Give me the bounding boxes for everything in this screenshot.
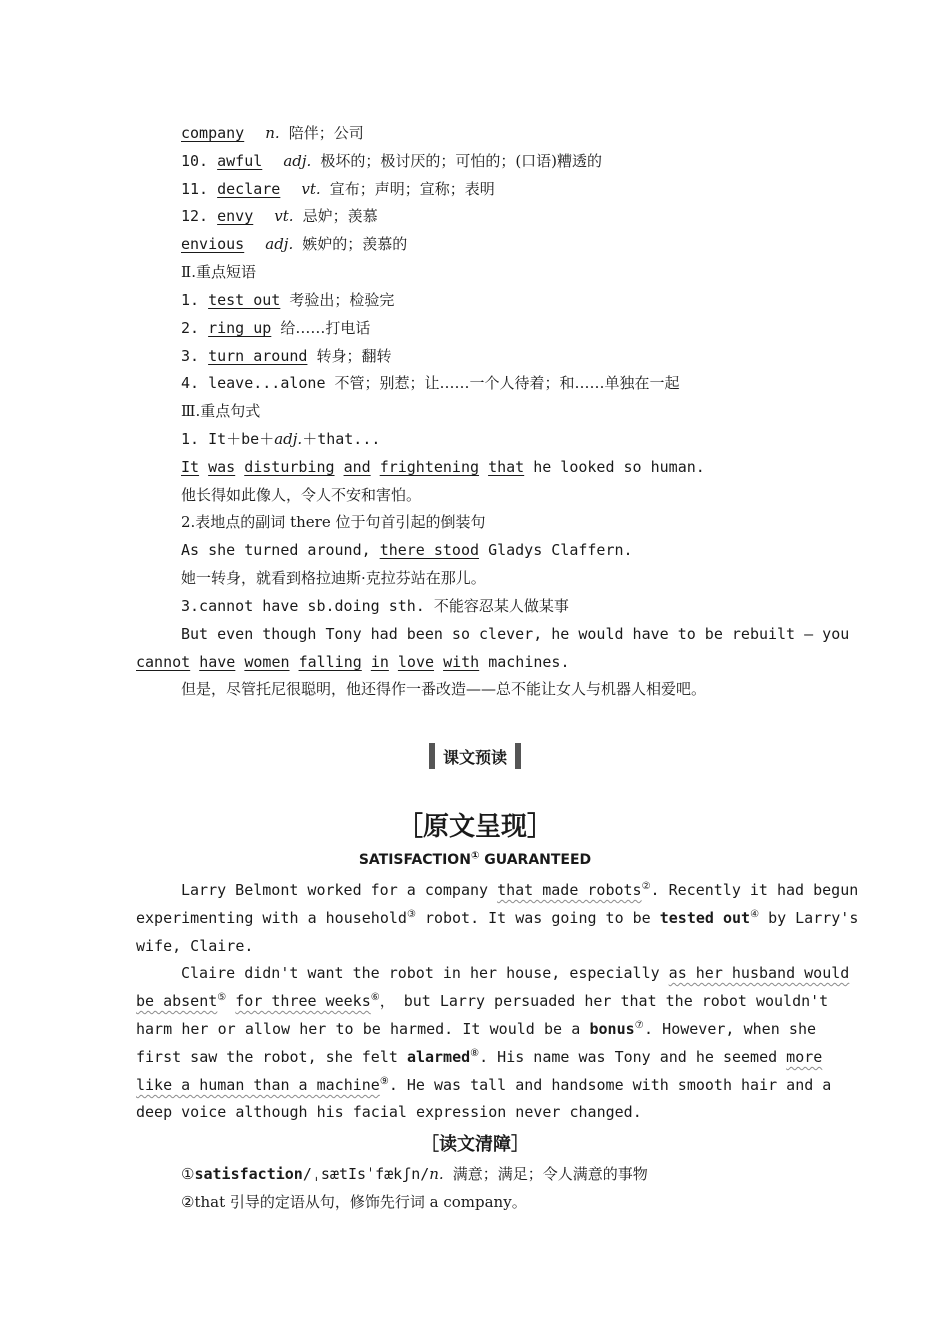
phrase-item (181, 373, 815, 393)
note-2: ②that 引导的定语从句，修饰先行词 a company。 (181, 1193, 527, 1211)
pattern-word: disturbing (244, 458, 335, 476)
vocab-word: envious (181, 235, 245, 253)
pattern-part: Gladys Claffern. (488, 541, 633, 559)
phrase-def: 转身；翻转 (316, 347, 392, 365)
pattern-word: with (443, 653, 480, 671)
phrase-num: 3. (181, 347, 200, 365)
phrase-num: 2. (181, 319, 200, 337)
phrase-item (181, 318, 815, 338)
story-para2-line5 (136, 1075, 832, 1095)
phrase-text: leave...alone (208, 374, 326, 392)
vocab-envious (181, 234, 815, 254)
story-para1-line3: wife, Claire. (136, 937, 254, 955)
pattern-word: frightening (379, 458, 480, 476)
vocab-def: 忌妒；羡慕 (302, 207, 378, 225)
pattern-word: love (397, 653, 435, 671)
note-1 (181, 1164, 815, 1184)
pattern-word: was (208, 458, 236, 476)
phrase-num: 1. (181, 291, 200, 309)
keyword: satisfaction (194, 1165, 303, 1183)
pattern-2-label: 2.表地点的副词 there 位于句首引起的倒装句 (181, 513, 486, 531)
vocab-pos: adj. (283, 152, 312, 170)
annotated-text: as her husband would (668, 964, 850, 982)
phonetic: /ˌsætIsˈfækʃn/ (302, 1165, 430, 1183)
vocab-def: 陪伴；公司 (288, 124, 364, 142)
story-para1-line2 (136, 908, 859, 928)
note-mark: ④ (750, 909, 760, 920)
pattern-part: there stood (379, 541, 480, 559)
vocab-awful (181, 151, 815, 171)
keyword: bonus (589, 1020, 635, 1038)
pattern-word: have (199, 653, 236, 671)
vocab-def: 嫉妒的；羡慕的 (302, 235, 408, 253)
pattern-1-label (181, 429, 815, 449)
pattern-part: As she turned around, (181, 541, 371, 559)
text: experimenting with a household (136, 909, 407, 927)
vocab-num: 10. (181, 152, 209, 170)
pattern-3-chinese: 但是，尽管托尼很聪明，他还得作一番改造——总不能让女人与机器人相爱吧。 (181, 680, 707, 698)
phrases-heading: Ⅱ.重点短语 (181, 263, 256, 281)
pattern-part: ＋that... (302, 430, 381, 448)
vocab-word: envy (217, 207, 254, 225)
text: Larry Belmont worked for a company (181, 881, 489, 899)
text: first saw the robot, she felt (136, 1048, 398, 1066)
phrase-item (181, 346, 815, 366)
phrase-item (181, 290, 815, 310)
banner-text: 课文预读 (442, 747, 507, 767)
vocab-declare (181, 179, 815, 199)
banner-bar-right (515, 743, 521, 769)
pattern-rest: he looked so human. (533, 458, 705, 476)
vocab-pos: vt. (274, 207, 294, 225)
note-mark: ② (641, 881, 651, 892)
text: . He was tall and handsome with smooth hair and a (388, 1076, 832, 1094)
pattern-word: women (244, 653, 290, 671)
annotated-text: be absent (136, 992, 218, 1010)
phrase-text: test out (208, 291, 281, 309)
text: ， but Larry persuaded her that the robot wouldn't (379, 992, 829, 1010)
story-para2-line1 (181, 963, 850, 983)
pattern-1-chinese: 他长得如此像人，令人不安和害怕。 (181, 486, 422, 504)
phrase-def: 考验出；检验完 (289, 291, 395, 309)
pattern-part: adj. (274, 430, 303, 448)
pattern-word: that (488, 458, 525, 476)
phrase-def: 给……打电话 (280, 319, 371, 337)
phrase-num: 4. (181, 374, 200, 392)
pattern-3-english-line1: But even though Tony had been so clever, he would have to be rebuilt — you (181, 625, 850, 643)
section-banner (0, 738, 950, 774)
banner-bar-left (429, 743, 435, 769)
pattern-part: It＋be＋ (208, 430, 275, 448)
keyword: tested out (659, 909, 751, 927)
section-heading: ［原文呈现］ (396, 812, 553, 842)
vocab-word: company (181, 124, 245, 142)
title-part: SATISFACTION (358, 852, 471, 868)
pattern-word: in (370, 653, 389, 671)
pattern-word: cannot (136, 653, 191, 671)
note-mark: ⑧ (470, 1048, 480, 1059)
text: Claire didn't want the robot in her house, especially (181, 964, 660, 982)
note-mark: ① (470, 850, 480, 862)
vocab-def: 极坏的；极讨厌的；可怕的；(口语)糟透的 (320, 152, 603, 170)
note-mark: ⑦ (634, 1020, 644, 1031)
text: robot. It was going to be (424, 909, 651, 927)
pattern-word: falling (298, 653, 362, 671)
vocab-word: awful (217, 152, 263, 170)
pattern-rest: machines. (488, 653, 570, 671)
title-part: GUARANTEED (484, 852, 592, 868)
pattern-word: It (181, 458, 200, 476)
note-mark: ① (181, 1165, 195, 1183)
text: . His name was Tony and he seemed (479, 1048, 778, 1066)
pattern-part: 不能容忍某人做某事 (433, 597, 569, 615)
pattern-3-label (181, 596, 815, 616)
pattern-num: 1. (181, 430, 200, 448)
story-title (0, 852, 950, 868)
story-para2-line3 (136, 1019, 816, 1039)
vocab-num: 12. (181, 207, 209, 225)
annotated-text: more (786, 1048, 823, 1066)
note-pos: n. (429, 1165, 444, 1183)
phrase-def: 不管；别惹；让……一个人待着；和……单独在一起 (334, 374, 680, 392)
vocab-word: declare (217, 180, 281, 198)
story-para1-line1 (181, 880, 859, 900)
annotated-text: like a human than a machine (136, 1076, 380, 1094)
annotated-text: for three weeks (235, 992, 371, 1010)
vocab-company (181, 123, 815, 143)
keyword: alarmed (406, 1048, 471, 1066)
note-mark: ⑥ (370, 992, 380, 1003)
note-def: 满意；满足；令人满意的事物 (452, 1165, 648, 1183)
phrase-text: turn around (208, 347, 308, 365)
text: . However, when she (643, 1020, 817, 1038)
patterns-heading: Ⅲ.重点句式 (181, 402, 261, 420)
note-mark: ③ (406, 909, 416, 920)
pattern-word: and (343, 458, 371, 476)
vocab-envy (181, 206, 815, 226)
phrase-text: ring up (208, 319, 272, 337)
story-para2-line4 (136, 1047, 823, 1067)
annotated-text: that made robots (497, 881, 642, 899)
vocab-pos: vt. (301, 180, 321, 198)
text: . Recently it had begun (650, 881, 859, 899)
vocab-pos: n. (265, 124, 280, 142)
pattern-part: 3.cannot have sb.doing sth. (181, 597, 425, 615)
pattern-2-chinese: 她一转身，就看到格拉迪斯·克拉芬站在那儿。 (181, 569, 486, 587)
pattern-2-english (181, 540, 815, 560)
story-para2-line6: deep voice although his facial expression never changed. (136, 1103, 642, 1121)
pattern-1-english (181, 457, 815, 477)
note-mark: ⑨ (379, 1076, 389, 1087)
pattern-3-english-line2 (136, 652, 816, 672)
notes-heading: ［读文清障］ (421, 1134, 529, 1155)
vocab-pos: adj. (265, 235, 294, 253)
text: by Larry's (768, 909, 859, 927)
story-para2-line2 (136, 991, 829, 1011)
vocab-def: 宣布；声明；宣称；表明 (329, 180, 495, 198)
note-mark: ⑤ (217, 992, 227, 1003)
text: harm her or allow her to be harmed. It would be a (136, 1020, 581, 1038)
vocab-num: 11. (181, 180, 209, 198)
